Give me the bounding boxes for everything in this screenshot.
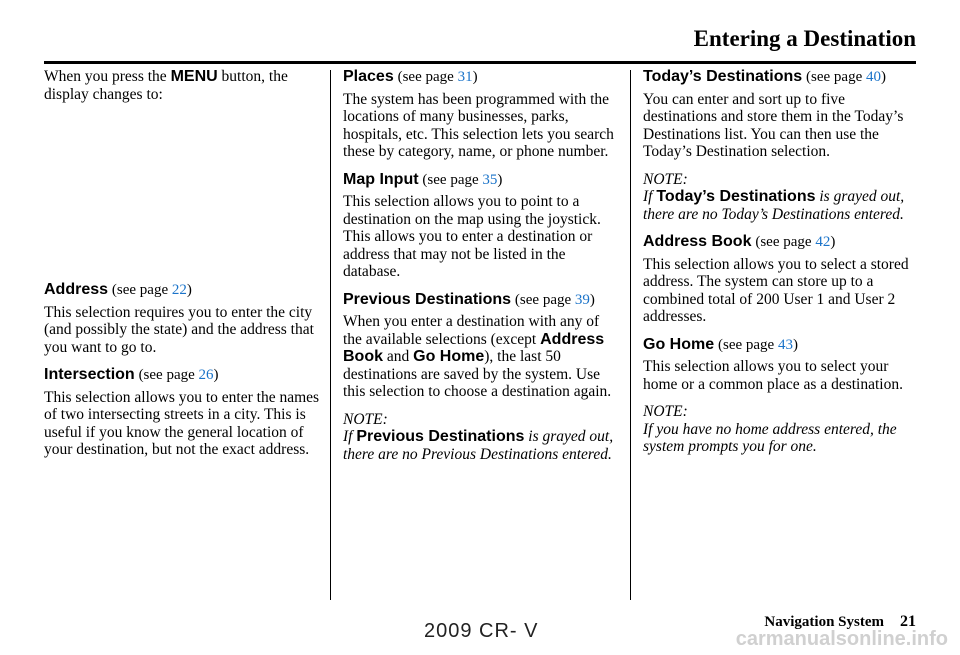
page-link-22[interactable]: 22 (171, 282, 187, 298)
note-label: NOTE: (343, 410, 388, 428)
page-link-39[interactable]: 39 (574, 291, 590, 308)
todays-destinations-description: You can enter and sort up to five destinations and store them in the Today’s Destinations list. You can then use the Today’s Destination selection. (643, 90, 904, 160)
display-placeholder (44, 113, 320, 281)
column-divider (330, 70, 331, 600)
section-heading-address: Address (see page 22) (44, 281, 192, 298)
intro-text: When you press the MENU button, the display changes to: (44, 68, 288, 103)
section-heading-map-input: Map Input (see page 35) (343, 170, 503, 188)
section-heading-intersection: Intersection (see page 26) (44, 366, 219, 383)
address-book-description: This selection allows you to select a stored address. The system can store up to a combined total of 200 User 1 and User 2 addresses. (643, 255, 909, 325)
note-todays-destinations: NOTE: If Today’s Destinations is grayed out, there are no Today’s Destinations entered. (643, 171, 919, 224)
section-heading-go-home: Go Home (see page 43) (643, 335, 798, 353)
previous-destinations-description: When you enter a destination with any of the available selections (except Address Book and Go Home), the last 50 destinations are saved by the system. Use this selection to choose a destination again. (343, 313, 612, 400)
address-description: This selection requires you to enter the city (and possibly the state) and the address that you want to go to. (44, 303, 314, 356)
column-1 (44, 68, 320, 469)
note-previous-destinations: NOTE: If Previous Destinations is grayed out, there are no Previous Destinations entered. (343, 411, 619, 464)
column-2 (343, 68, 619, 473)
note-label: NOTE: (643, 403, 688, 420)
section-heading-address-book: Address Book (see page 42) (643, 233, 836, 250)
page-link-42[interactable]: 42 (815, 234, 831, 250)
header-rule (44, 61, 916, 64)
menu-button-label: MENU (170, 68, 218, 85)
go-home-description: This selection allows you to select your home or a common place as a destination. (643, 358, 903, 393)
section-heading-todays-destinations: Today’s Destinations (see page 40) (643, 68, 886, 85)
page-title: Entering a Destination (693, 26, 916, 51)
watermark: carmanualsonline.info (735, 628, 948, 650)
page-number: 21 (900, 613, 916, 630)
page-link-35[interactable]: 35 (482, 171, 498, 188)
page-link-43[interactable]: 43 (777, 336, 793, 353)
map-input-description: This selection allows you to point to a destination on the map using the joystick. This allows you to enter a destination or address that may not be listed in the database. (343, 193, 601, 280)
note-label: NOTE: (643, 170, 688, 188)
page-link-26[interactable]: 26 (198, 367, 214, 383)
page-link-31[interactable]: 31 (457, 69, 473, 85)
column-divider (630, 70, 631, 600)
section-heading-places: Places (see page 31) (343, 68, 478, 85)
model-label: 2009 CR- V (424, 620, 539, 642)
note-go-home: NOTE: If you have no home address entered, the system prompts you for one. (643, 403, 919, 456)
places-description: The system has been programmed with the locations of many businesses, parks, hospitals, etc. This selection lets you search these by category, name, or phone number. (343, 90, 614, 160)
page-link-40[interactable]: 40 (865, 69, 881, 85)
footer-system-name: Navigation System (764, 614, 884, 630)
column-3 (643, 68, 919, 466)
intersection-description: This selection allows you to enter the names of two intersecting streets in a city. This is useful if you know the general location of your destination, but not the exact address. (44, 388, 320, 458)
section-heading-previous-destinations: Previous Destinations (see page 39) (343, 290, 595, 308)
